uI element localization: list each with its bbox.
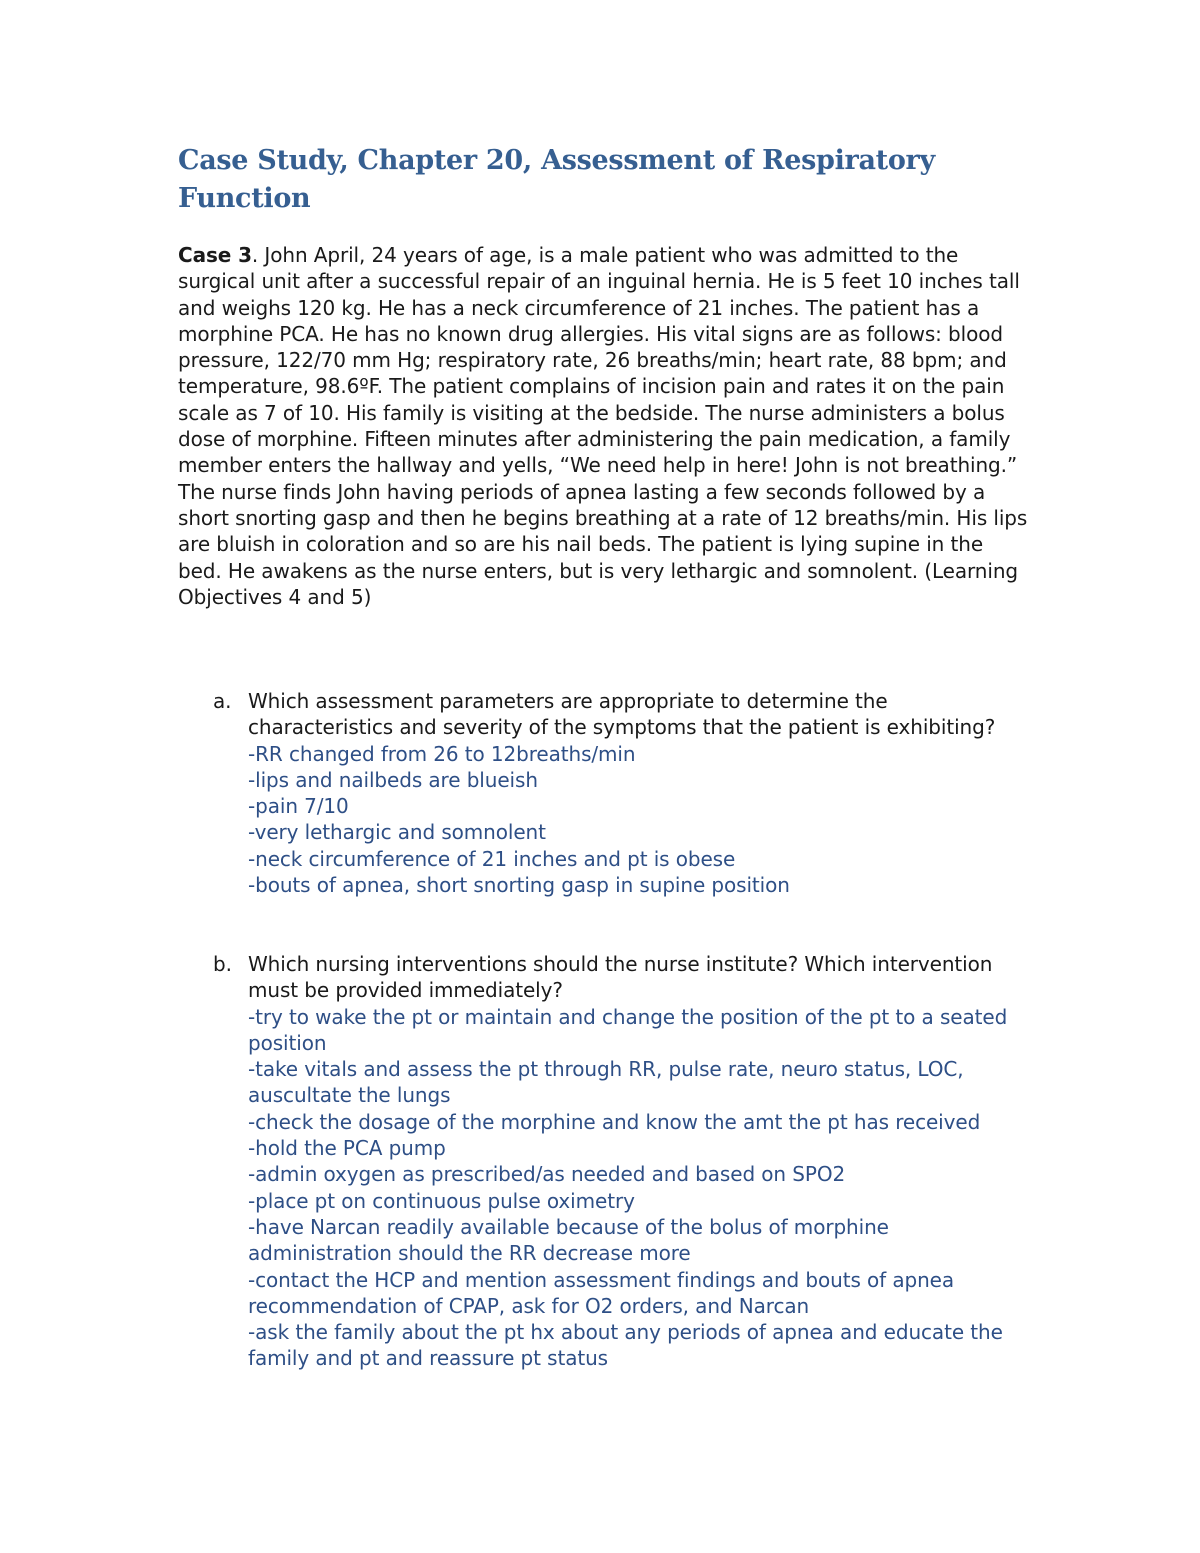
question-b: [178, 951, 1038, 1372]
question-letter: b.: [213, 952, 232, 976]
answer-item: -very lethargic and somnolent: [248, 820, 546, 845]
answer-item: -RR changed from 26 to 12breaths/min: [248, 741, 636, 766]
case-description: [178, 242, 1028, 610]
answer-item: -ask the family about the pt hx about any periods of apnea and educate the family and pt and reassure pt status: [248, 1320, 1003, 1371]
answer-item: -take vitals and assess the pt through RR, pulse rate, neuro status, LOC, auscultate the lungs: [248, 1057, 964, 1108]
answer-item: -pain 7/10: [248, 794, 349, 819]
question-body: [248, 951, 1038, 1372]
answer-item: -contact the HCP and mention assessment findings and bouts of apnea recommendation of CPAP, ask for O2 orders, and Narcan: [248, 1267, 955, 1318]
question-a: [178, 688, 1038, 898]
answer-item: -neck circumference of 21 inches and pt is obese: [248, 846, 736, 871]
question-letter: a.: [213, 689, 232, 713]
answer-item: -lips and nailbeds are blueish: [248, 767, 538, 792]
answer-item: -admin oxygen as prescribed/as needed and based on SPO2: [248, 1162, 846, 1187]
case-text: . John April, 24 years of age, is a male patient who was admitted to the surgical unit after a successful repair of an inguinal hernia. He is 5 feet 10 inches tall and weighs 120 kg. He has a neck circumference of 21 inches. The patient has a morphine PCA. He has no known drug allergies. His vital signs are as follows: blood pressure, 122/70 mm Hg; respiratory rate, 26 breaths/min; heart rate, 88 bpm; and temperature, 98.6ºF. The patient complains of incision pain and rates it on the pain scale as 7 of 10. His family is visiting at the bedside. The nurse administers a bolus dose of morphine. Fifteen minutes after administering the pain medication, a family member enters the hallway and yells, “We need help in here! John is not breathing.” The nurse finds John having periods of apnea lasting a few seconds followed by a short snorting gasp and then he begins breathing at a rate of 12 breaths/min. His lips are bluish in coloration and so are his nail beds. The patient is lying supine in the bed. He awakens as the nurse enters, but is very lethargic and somnolent. (Learning Objectives 4 and 5): [178, 243, 1028, 609]
answer-item: -check the dosage of the morphine and know the amt the pt has received: [248, 1109, 981, 1134]
answer-item: -hold the PCA pump: [248, 1136, 446, 1161]
answer-list: [248, 1004, 1038, 1372]
answer-item: -place pt on continuous pulse oximetry: [248, 1188, 635, 1213]
answer-list: [248, 741, 1038, 899]
question-text: Which nursing interventions should the nurse institute? Which intervention must be provided immediately?: [248, 952, 993, 1003]
answer-item: -bouts of apnea, short snorting gasp in supine position: [248, 873, 790, 898]
answer-item: -try to wake the pt or maintain and change the position of the pt to a seated position: [248, 1004, 1008, 1055]
question-text: Which assessment parameters are appropriate to determine the characteristics and severity of the symptoms that the patient is exhibiting?: [248, 689, 996, 740]
case-label: Case 3: [178, 243, 252, 267]
question-body: [248, 688, 1038, 898]
page-title: Case Study, Chapter 20, Assessment of Respiratory Function: [178, 145, 935, 214]
answer-item: -have Narcan readily available because of the bolus of morphine administration should the RR decrease more: [248, 1214, 889, 1266]
